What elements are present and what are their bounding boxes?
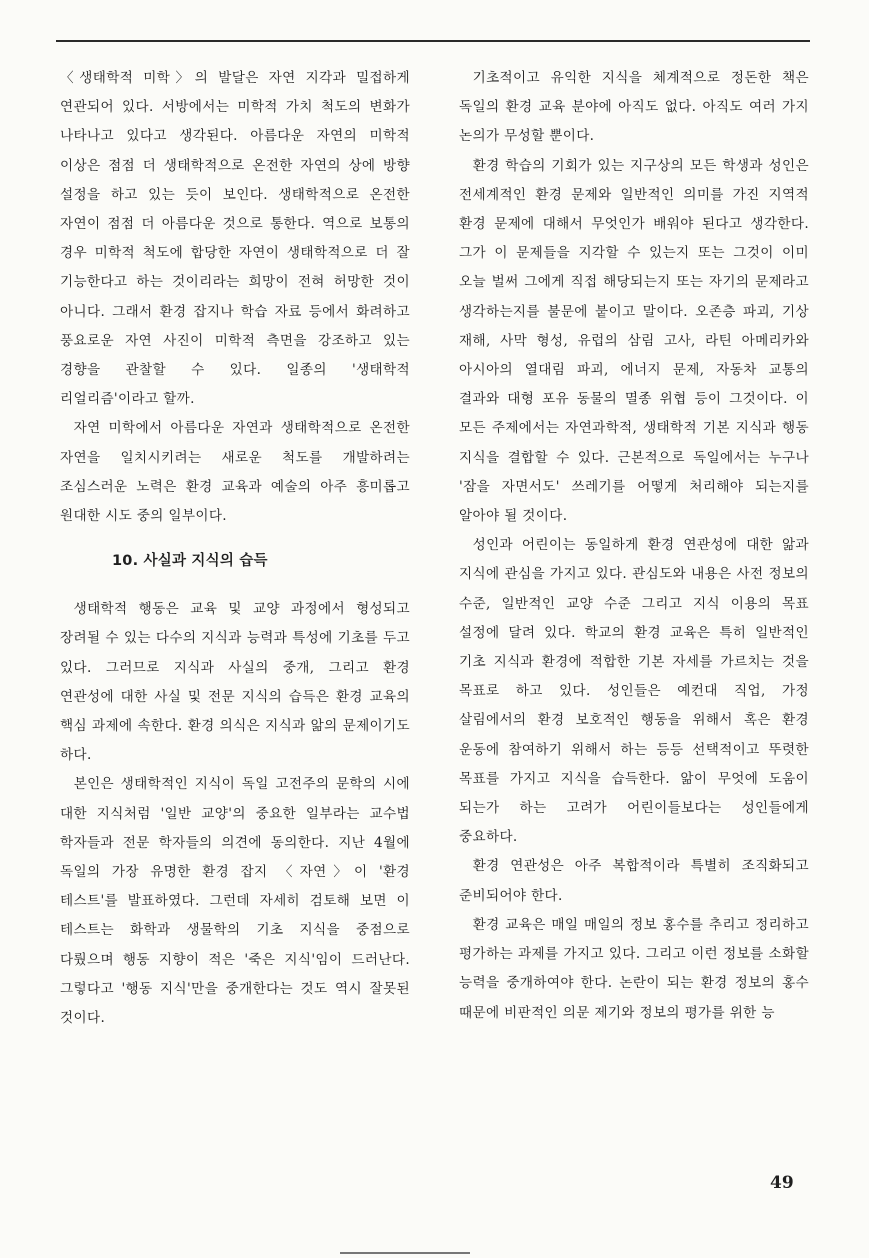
body-paragraph: 환경 연관성은 아주 복합적이라 특별히 조직화되고 준비되어야 한다. bbox=[459, 858, 809, 904]
scan-edge-mark bbox=[340, 1252, 470, 1254]
body-paragraph: 성인과 어린이는 동일하게 환경 연관성에 대한 앎과 지식에 관심을 가지고 있다. 관심도와 내용은 사전 정보의 수준, 일반적인 교양 수준 그리고 지식 이용의 목표 설정에 달려 있다. 학교의 환경 교육은 특히 일반적인 기초 지식과 환경에 적합한 기본 자세를 가르치는 것을 목표로 하고 있다. 성인들은 예컨대 직업, 가정 살림에서의 환경 보호적인 행동을 위해서 혹은 환경 운동에 참여하기 위해서 하는 등등 선택적이고 뚜렷한 목표를 가지고 지식을 습득한다. 앎이 무엇에 도움이 되는가 하는 고려가 어린이들보다는 성인들에게 중요하다. bbox=[459, 537, 809, 846]
right-column bbox=[459, 64, 809, 1028]
body-paragraph: 환경 교육은 매일 매일의 정보 홍수를 추리고 정리하고 평가하는 과제를 가지고 있다. 그리고 이런 정보를 소화할 능력을 중개하여야 한다. 논란이 되는 환경 정보의 홍수 때문에 비판적인 의문 제기와 정보의 평가를 위한 능 bbox=[459, 916, 809, 1021]
body-paragraph: 기초적이고 유익한 지식을 체계적으로 정돈한 책은 독일의 환경 교육 분야에 아직도 없다. 아직도 여러 가지 논의가 무성할 뿐이다. bbox=[459, 70, 809, 145]
body-paragraph: 환경 학습의 기회가 있는 지구상의 모든 학생과 성인은 전세계적인 환경 문제와 일반적인 의미를 가진 지역적 환경 문제에 대해서 무엇인가 배워야 된다고 생각한다. 그가 이 문제들을 지각할 수 있는지 또는 그것이 이미 오늘 벌써 그에게 직접 해당되는지 또는 자기의 문제라고 생각하는지를 불문에 붙이고 말이다. 오존층 파괴, 기상 재해, 사막 형성, 유럽의 삼림 고사, 라틴 아메리카와 아시아의 열대림 파괴, 에너지 문제, 자동차 교통의 결과와 대형 포유 동물의 멸종 위협 등이 그것이다. 이 모든 주제에서는 자연과학적, 생태학적 기본 지식과 행동 지식을 결합할 수 있다. 근본적으로 독일에서는 누구나 '잠을 자면서도' 쓰레기를 어떻게 처리해야 되는지를 알아야 될 것이다. bbox=[459, 157, 809, 525]
body-paragraph: 〈생태학적 미학〉의 발달은 자연 지각과 밀접하게 연관되어 있다. 서방에서는 미학적 가치 척도의 변화가 나타나고 있다고 생각된다. 아름다운 자연의 미학적 이상은 점점 더 생태학적으로 온전한 자연의 상에 방향 설정을 하고 있는 듯이 보인다. 생태학적으로 온전한 자연이 점점 더 아름다운 것으로 통한다. 역으로 보통의 경우 미학적 척도에 합당한 자연이 생태학적으로 더 잘 기능한다고 하는 것이리라는 희망이 전혀 허망한 것이 아니다. 그래서 환경 잡지나 학습 자료 등에서 화려하고 풍요로운 자연 사진이 미학적 측면을 강조하고 있는 경향을 관찰할 수 있다. 일종의 '생태학적 리얼리즘'이라고 할까. bbox=[60, 70, 410, 408]
body-paragraph: 본인은 생태학적인 지식이 독일 고전주의 문학의 시에 대한 지식처럼 '일반 교양'의 중요한 일부라는 교수법 학자들과 전문 학자들의 의견에 동의한다. 지난 4월에 독일의 가장 유명한 환경 잡지 〈자연〉이 '환경 테스트'를 발표하였다. 그런데 자세히 검토해 보면 이 테스트는 화학과 생물학의 기초 지식을 중점으로 다뤘으며 행동 지향이 적은 '죽은 지식'임이 드러난다. 그렇다고 '행동 지식'만을 중개한다는 것도 역시 잘못된 것이다. bbox=[60, 776, 410, 1027]
left-column bbox=[60, 64, 410, 1033]
body-paragraph: 생태학적 행동은 교육 및 교양 과정에서 형성되고 장려될 수 있는 다수의 지식과 능력과 특성에 기초를 두고 있다. 그러므로 지식과 사실의 중개, 그리고 환경 연관성에 대한 사실 및 전문 지식의 습득은 환경 교육의 핵심 과제에 속한다. 환경 의식은 지식과 앎의 문제이기도 하다. bbox=[60, 601, 410, 764]
header-rule bbox=[56, 40, 810, 42]
section-heading: 10. 사실과 지식의 습득 bbox=[112, 553, 268, 570]
body-paragraph: 자연 미학에서 아름다운 자연과 생태학적으로 온전한 자연을 일치시키려는 새로운 척도를 개발하려는 조심스러운 노력은 환경 교육과 예술의 아주 흥미롭고 원대한 시도 중의 일부이다. bbox=[60, 420, 410, 525]
page-number: 49 bbox=[770, 1173, 794, 1193]
